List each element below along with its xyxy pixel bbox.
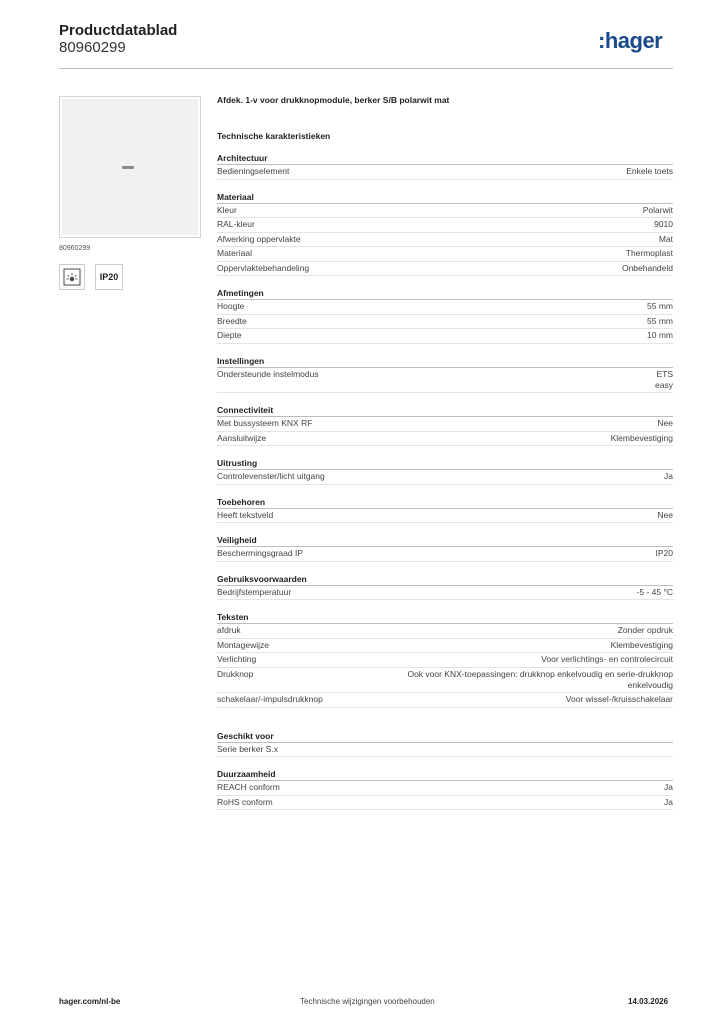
- section-title: Toebehoren: [217, 496, 673, 509]
- image-caption: 80960299: [59, 245, 91, 252]
- spec-value: Ja: [664, 471, 673, 481]
- spec-section: [217, 768, 673, 810]
- spec-value: [655, 369, 673, 391]
- hager-logo: :hager: [598, 28, 663, 53]
- spec-section: [217, 457, 673, 485]
- spec-row: [217, 653, 673, 668]
- section-title: Uitrusting: [217, 457, 673, 470]
- spec-row: [217, 624, 673, 639]
- spec-value: Voor verlichtings- en controlecircuit: [541, 654, 673, 664]
- spec-section: [217, 496, 673, 524]
- spec-value: Ja: [664, 782, 673, 792]
- spec-section: [217, 730, 673, 758]
- spec-label: Oppervlaktebehandeling: [217, 262, 310, 273]
- spec-row: [217, 300, 673, 315]
- spec-label: Met bussysteem KNX RF: [217, 418, 313, 428]
- section-title: Instellingen: [217, 355, 673, 368]
- spec-label: Diepte: [217, 330, 242, 340]
- spec-row: [217, 204, 673, 219]
- spec-value: 55 mm: [647, 315, 673, 326]
- footer-date: 14.03.2026: [628, 997, 669, 1006]
- spec-label: Controlevenster/licht uitgang: [217, 471, 325, 481]
- spec-value: Ja: [664, 796, 673, 807]
- spec-value: Polarwit: [642, 204, 673, 215]
- led-window: [122, 166, 134, 169]
- section-title: Architectuur: [217, 152, 673, 165]
- spec-label: Bedrijfstemperatuur: [217, 586, 292, 597]
- section-title: Veiligheid: [217, 534, 673, 547]
- section-title: Afmetingen: [217, 287, 673, 300]
- section-title: Duurzaamheid: [217, 768, 673, 781]
- spec-section: [217, 404, 673, 446]
- spec-value: Voor wissel-/kruisschakelaar: [565, 694, 673, 704]
- spec-row: [217, 586, 673, 601]
- spec-label: Hoogte: [217, 301, 245, 311]
- spec-label: Serie berker S.x: [217, 743, 278, 754]
- spec-label: Kleur: [217, 204, 237, 215]
- spec-row: [217, 315, 673, 330]
- spec-row: [217, 668, 673, 694]
- spec-row: [217, 233, 673, 248]
- spec-row: [217, 247, 673, 262]
- spec-value: Nee: [657, 509, 673, 520]
- product-description: Afdek. 1-v voor drukknopmodule, berker S/B polarwit mat: [217, 95, 450, 105]
- spec-row: [217, 165, 673, 180]
- spec-value: 9010: [654, 219, 673, 229]
- spec-section: [217, 611, 673, 708]
- spec-row: [217, 368, 673, 394]
- spec-value: Mat: [658, 233, 673, 244]
- spec-row: [217, 639, 673, 654]
- spec-value: Zonder opdruk: [617, 625, 673, 635]
- spec-label: Drukknop: [217, 668, 254, 679]
- spec-label: Materiaal: [217, 248, 252, 258]
- spec-row: [217, 743, 673, 758]
- spec-label: afdruk: [217, 625, 241, 635]
- tech-heading: Technische karakteristieken: [217, 131, 331, 141]
- spec-section: [217, 355, 673, 394]
- spec-value: 55 mm: [647, 301, 673, 311]
- spec-row: [217, 417, 673, 432]
- spec-label: Montagewijze: [217, 639, 269, 650]
- spec-sections: [217, 152, 673, 810]
- spec-section: [217, 534, 673, 562]
- spec-section: [217, 287, 673, 344]
- section-spacer: [217, 719, 673, 730]
- product-number: 80960299: [59, 39, 126, 56]
- footer-notice: Technische wijzigingen voorbehouden: [300, 997, 435, 1006]
- spec-value: Enkele toets: [626, 166, 673, 176]
- spec-row: [217, 470, 673, 485]
- spec-value: Klembevestiging: [610, 639, 673, 650]
- spec-value: Thermoplast: [625, 248, 673, 258]
- page-title: Productdatablad: [59, 22, 178, 39]
- spec-value: Klembevestiging: [610, 432, 673, 443]
- section-title: Gebruiksvoorwaarden: [217, 573, 673, 586]
- spec-value: Onbehandeld: [621, 262, 673, 273]
- section-title: Connectiviteit: [217, 404, 673, 417]
- spec-content: [217, 94, 673, 821]
- spec-row: [217, 509, 673, 524]
- section-title: Geschikt voor: [217, 730, 673, 743]
- spec-row: [217, 796, 673, 811]
- spec-value-line: ETS: [656, 368, 673, 379]
- spec-row: [217, 329, 673, 344]
- spec-label: REACH conform: [217, 782, 280, 792]
- product-image: [59, 96, 201, 238]
- spec-label: Verlichting: [217, 654, 257, 664]
- spec-label: RAL-kleur: [217, 219, 255, 229]
- spec-row: [217, 781, 673, 796]
- spec-label: Beschermingsgraad IP: [217, 548, 303, 558]
- section-title: Materiaal: [217, 191, 673, 204]
- spec-label: Breedte: [217, 315, 247, 326]
- spec-value-line: easy: [655, 379, 673, 390]
- spec-label: Bedieningselement: [217, 166, 290, 176]
- light-indicator-icon: [59, 264, 85, 290]
- spec-label: schakelaar/-impulsdrukknop: [217, 694, 323, 704]
- footer-website: hager.com/nl-be: [59, 997, 121, 1006]
- spec-label: Ondersteunde instelmodus: [217, 368, 319, 379]
- spec-label: Afwerking oppervlakte: [217, 233, 301, 244]
- spec-row: [217, 432, 673, 447]
- spec-section: [217, 191, 673, 277]
- spec-row: [217, 693, 673, 708]
- spec-value: Ook voor KNX-toepassingen: drukknop enkelvoudig en serie-drukknop enkelvoudig: [407, 668, 673, 690]
- spec-value: Nee: [657, 418, 673, 428]
- spec-label: RoHS conform: [217, 796, 273, 807]
- ip-rating-badge: IP20: [95, 264, 123, 290]
- spec-label: Aansluitwijze: [217, 432, 267, 443]
- header-divider: [59, 68, 673, 69]
- spec-value: -5 - 45 °C: [636, 586, 673, 597]
- spec-value: IP20: [655, 548, 673, 558]
- spec-section: [217, 573, 673, 601]
- section-title: Teksten: [217, 611, 673, 624]
- spec-row: [217, 547, 673, 562]
- spec-value: 10 mm: [647, 330, 673, 340]
- spec-section: [217, 152, 673, 180]
- spec-row: [217, 262, 673, 277]
- spec-label: Heeft tekstveld: [217, 509, 274, 520]
- spec-row: [217, 218, 673, 233]
